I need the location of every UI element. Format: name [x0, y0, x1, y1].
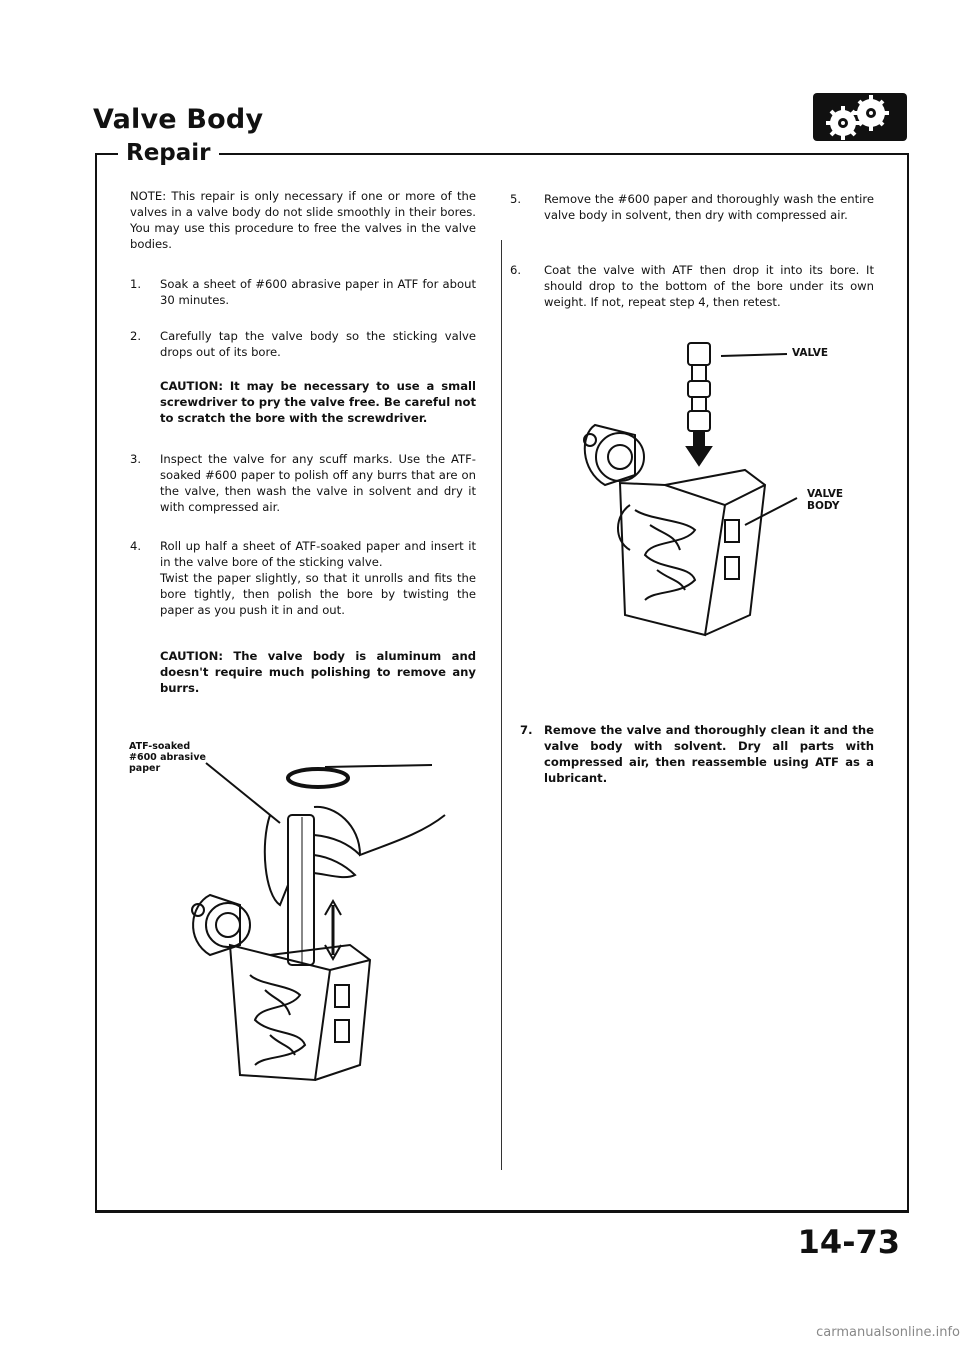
step-text: Inspect the valve for any scuff marks. Use the ATF-soaked #600 paper to polish off any burrs that are on the valve, then wash the valve in solvent and dry it with compressed air. — [160, 452, 476, 514]
list-item — [508, 191, 874, 223]
valve-drop-illustration — [575, 335, 815, 645]
list-item — [130, 328, 476, 360]
caution-note: CAUTION: The valve body is aluminum and doesn't require much polishing to remove any burrs. — [160, 649, 476, 695]
list-item — [130, 538, 476, 618]
step-number: 6. — [510, 263, 522, 277]
step-text: Coat the valve with ATF then drop it into its bore. It should drop to the bottom of the bore under its own weight. If not, repeat step 4, then retest. — [544, 263, 874, 309]
valve-body-polishing-illustration — [170, 745, 470, 1085]
valve-body-label: VALVE BODY — [807, 488, 844, 512]
step-number: 7. — [520, 723, 533, 737]
step-text: Roll up half a sheet of ATF-soaked paper and insert it in the valve bore of the sticking valve. — [160, 539, 476, 569]
note-paragraph: NOTE: This repair is only necessary if one or more of the valves in a valve body do not slide smoothly in their bores. You may use this procedure to free the valves in the valve bodies. — [130, 189, 476, 251]
list-item — [508, 262, 874, 310]
section-heading: Repair — [118, 140, 219, 166]
page-title: Valve Body — [93, 104, 264, 135]
step-text: Carefully tap the valve body so the sticking valve drops out of its bore. — [160, 329, 476, 359]
list-item — [508, 722, 874, 786]
valve-label: VALVE — [792, 347, 829, 359]
step-text: Soak a sheet of #600 abrasive paper in ATF for about 30 minutes. — [160, 277, 476, 307]
list-item — [130, 276, 476, 308]
step-number: 3. — [130, 452, 142, 466]
step-text-continued: Twist the paper slightly, so that it unrolls and fits the bore tightly, then polish the bore by twisting the paper as you push it in and out. — [160, 571, 476, 617]
abrasive-paper-label: ATF-soaked #600 abrasive paper — [129, 741, 206, 774]
page-number: 14-73 — [797, 1223, 900, 1261]
step-number: 2. — [130, 329, 142, 343]
step-text: Remove the valve and thoroughly clean it and the valve body with solvent. Dry all parts with compressed air, then reassemble using ATF as a lubricant. — [544, 723, 874, 785]
step-number: 1. — [130, 277, 142, 291]
step-text: Remove the #600 paper and thoroughly wash the entire valve body in solvent, then dry with compressed air. — [544, 192, 874, 222]
gears-icon — [813, 93, 907, 141]
list-item — [130, 451, 476, 515]
caution-note: CAUTION: It may be necessary to use a small screwdriver to pry the valve free. Be careful not to scratch the bore with the screwdriver. — [160, 379, 476, 425]
watermark: carmanualsonline.info — [816, 1325, 960, 1340]
column-divider — [501, 240, 502, 1170]
step-number: 4. — [130, 539, 142, 553]
step-number: 5. — [510, 192, 522, 206]
